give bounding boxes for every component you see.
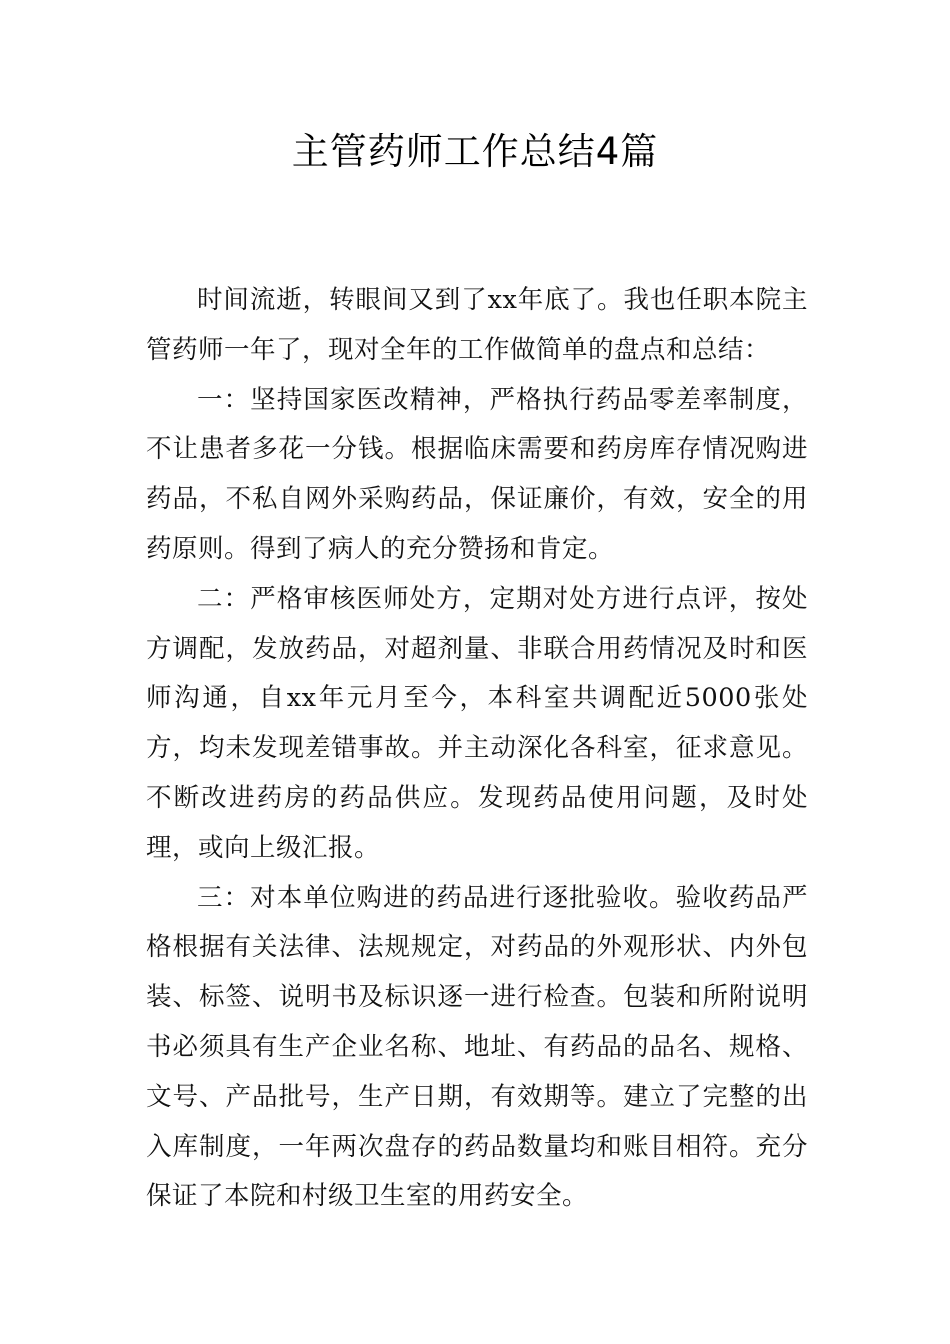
- paragraph-section-1: 一：坚持国家医改精神，严格执行药品零差率制度，不让患者多花一分钱。根据临床需要和药房库存情况购进药品，不私自网外采购药品，保证廉价，有效，安全的用药原则。得到了病人的充分赞扬和肯定。: [146, 384, 808, 564]
- document-title: 主管药师工作总结4篇: [291, 130, 659, 173]
- paragraph-section-2: 二：严格审核医师处方，定期对处方进行点评，按处方调配，发放药品，对超剂量、非联合用药情况及时和医师沟通，自xx年元月至今，本科室共调配近5000张处方，均未发现差错事故。并主动深化各科室，征求意见。不断改进药房的药品供应。发现药品使用问题，及时处理，或向上级汇报。: [146, 583, 808, 863]
- document-body: [146, 276, 808, 1222]
- paragraph-intro: 时间流逝，转眼间又到了xx年底了。我也任职本院主管药师一年了，现对全年的工作做简单的盘点和总结：: [146, 285, 808, 365]
- paragraph-section-3: 三：对本单位购进的药品进行逐批验收。验收药品严格根据有关法律、法规规定，对药品的外观形状、内外包装、标签、说明书及标识逐一进行检查。包装和所附说明书必须具有生产企业名称、地址、有药品的品名、规格、文号、产品批号，生产日期，有效期等。建立了完整的出入库制度，一年两次盘存的药品数量均和账目相符。充分保证了本院和村级卫生室的用药安全。: [146, 882, 808, 1212]
